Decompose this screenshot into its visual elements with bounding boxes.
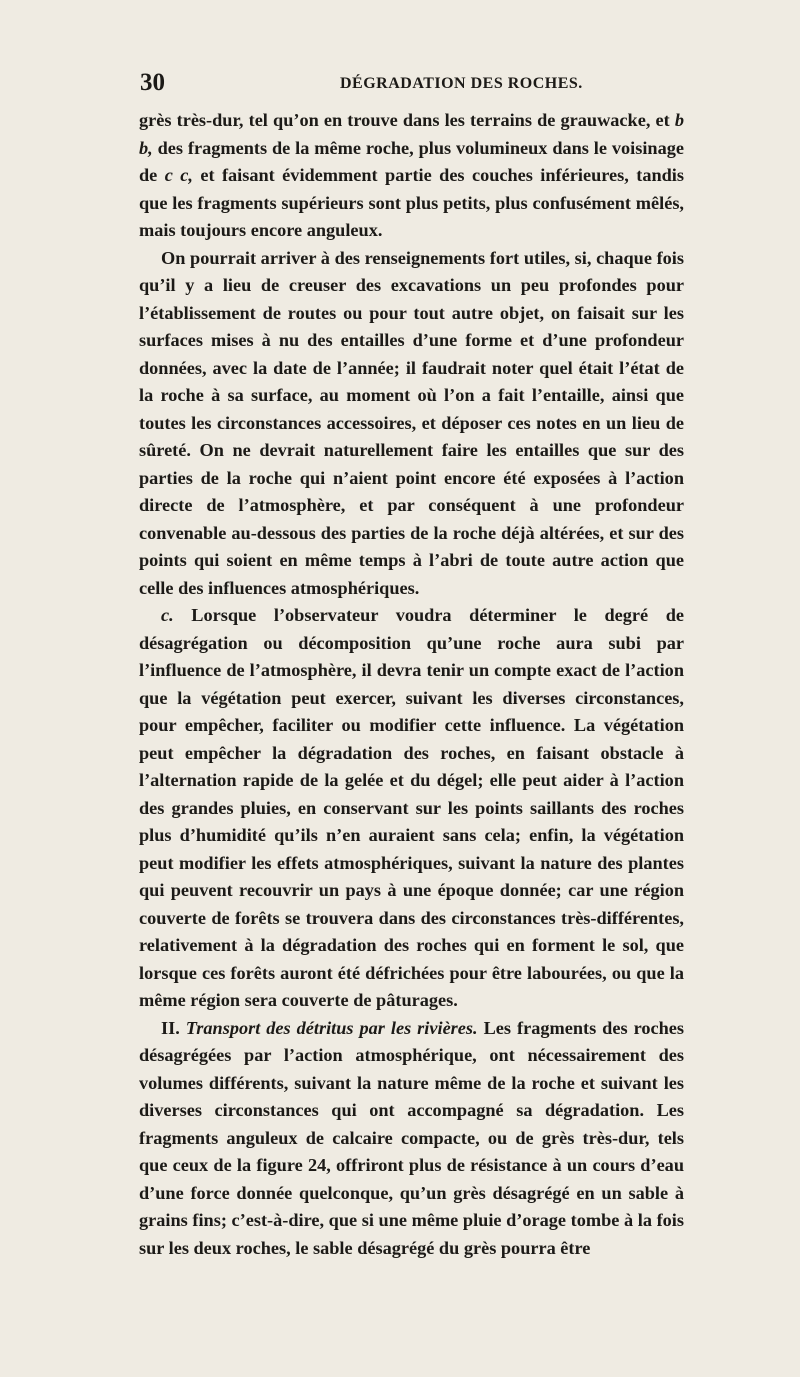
italic-segment: c.	[161, 605, 174, 625]
text-segment: et faisant évidemment partie des couches inférieures, tandis que les fragments supérieurs sont plus petits, plus confusément mêlés, mais toujours encore anguleux.	[139, 165, 684, 240]
page-header	[140, 68, 685, 102]
text-segment: II.	[161, 1017, 186, 1038]
running-title: DÉGRADATION DES ROCHES.	[340, 75, 583, 92]
paragraph	[139, 107, 684, 245]
italic-segment: Transport des détritus par les rivières.	[185, 1017, 478, 1038]
italic-segment: b b,	[139, 110, 684, 158]
page-number: 30	[140, 69, 165, 96]
text-segment: Lorsque l’observateur voudra déterminer le degré de désagrégation ou décomposition qu’une roche aura subi par l’influence de l’atmosphère, il devra tenir un compte exact de l’action que la végétation peut exercer, suivant les diverses circonstances, pour empêcher, faciliter ou modifier cette influence. La végétation peut empêcher la dégradation des roches, en faisant obstacle à l’alternation rapide de la gelée et du dégel; elle peut aider à l’action des grandes pluies, en conservant sur les points saillants des roches plus d’humidité qu’ils n’en auraient sans cela; enfin, la végétation peut modifier les effets atmosphériques, suivant la nature des plantes qui peuvent recouvrir un pays à une époque donnée; car une région couverte de forêts se trouvera dans des circonstances très-différentes, relativement à la dégradation des roches qui en forment le sol, que lorsque ces forêts auront été défrichées pour être labourées, ou que la même région sera couverte de pâturages.	[139, 605, 684, 1010]
text-segment: Les fragments des roches désagrégées par l’action atmosphérique, ont nécessairement des volumes différents, suivant la nature même de la roche et suivant les diverses circonstances qui ont accompagné sa dégradation. Les fragments anguleux de calcaire compacte, ou de grès très-dur, tels que ceux de la figure 24, offriront plus de résistance à un cours d’eau d’une force donnée quelconque, qu’un grès désagrégé en un sable à grains fins; c’est-à-dire, que si une même pluie d’orage tombe à la fois sur les deux roches, le sable désagrégé du grès pourra être	[139, 1017, 684, 1258]
body-text	[139, 107, 684, 1262]
italic-segment: c c,	[164, 165, 193, 185]
text-segment: grès très-dur, tel qu’on en trouve dans les terrains de grauwacke, et	[139, 110, 675, 130]
text-segment: des fragments de la même roche, plus volumineux dans le voisinage de	[139, 137, 684, 185]
paragraph	[139, 245, 684, 603]
paragraph	[139, 1015, 684, 1263]
paragraph	[139, 602, 684, 1015]
text-segment: On pourrait arriver à des renseignements fort utiles, si, chaque fois qu’il y a lieu de creuser des excavations un peu profondes pour l’établissement de routes ou pour tout autre objet, on faisait sur les surfaces mises à nu des entailles d’une forme et d’une profondeur données, avec la date de l’année; il faudrait noter quel était l’état de la roche à sa surface, au moment où l’on a fait l’entaille, ainsi que toutes les circonstances accessoires, et déposer ces notes en un lieu de sûreté. On ne devrait naturellement faire les entailles que sur des parties de la roche qui n’aient point encore été exposées à l’action directe de l’atmosphère, et par conséquent à une profondeur convenable au-dessous des parties de la roche déjà altérées, et sur des points qui soient en même temps à l’abri de toute autre action que celle des influences atmosphériques.	[139, 247, 684, 598]
